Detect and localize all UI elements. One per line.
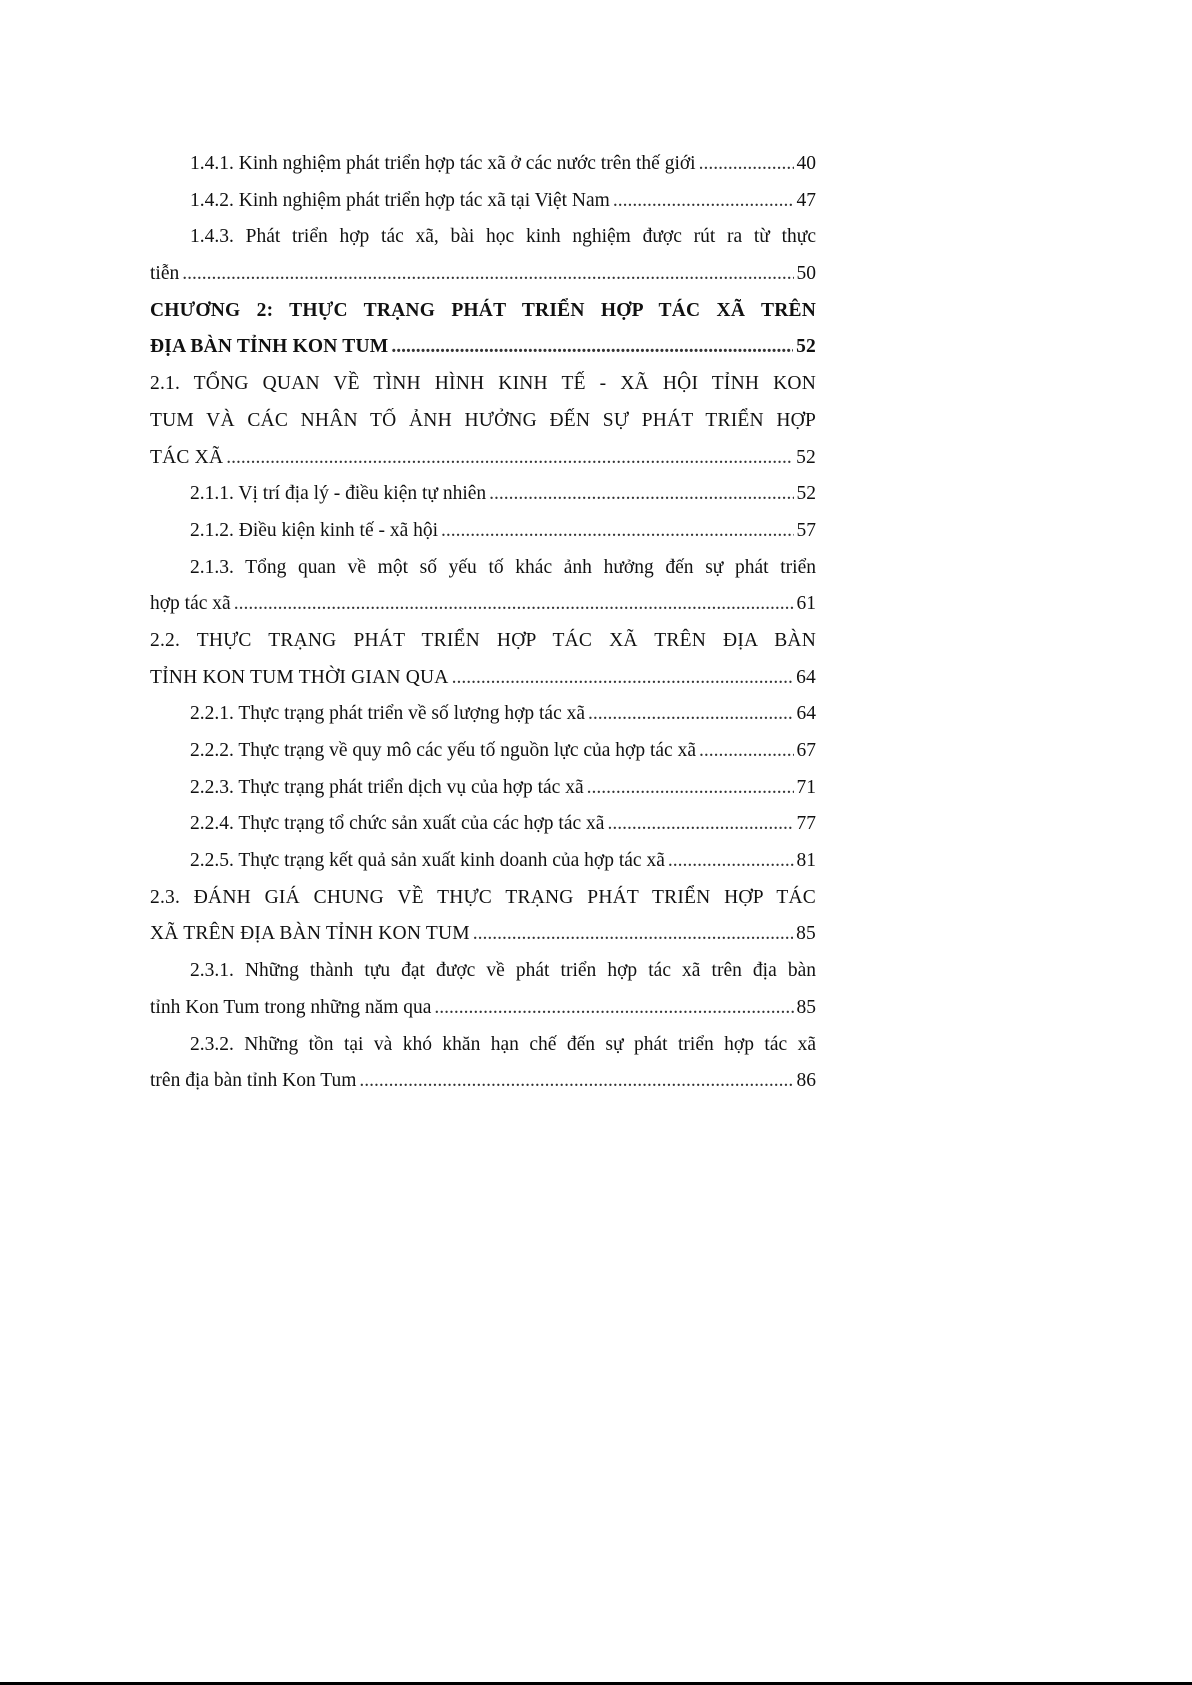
dot-leader xyxy=(588,696,793,733)
toc-page-number: 67 xyxy=(796,740,816,761)
toc-entry-text: 1.4.1. Kinh nghiệm phát triển hợp tác xã ở các nước trên thế giới xyxy=(190,153,696,174)
toc-entry-text: 2.1.2. Điều kiện kinh tế - xã hội xyxy=(190,519,439,541)
toc-entry[interactable] xyxy=(150,770,816,807)
dot-leader xyxy=(359,1063,793,1100)
toc-page-number: 81 xyxy=(796,850,816,872)
toc-entry-text: CHƯƠNG 2: THỰC TRẠNG PHÁT TRIỂN HỢP TÁC XÃ TRÊN xyxy=(150,299,816,321)
toc-entry-text: TỈNH KON TUM THỜI GIAN QUA xyxy=(150,666,449,688)
toc-entry-line xyxy=(150,806,816,843)
toc-entry-text: TÁC XÃ xyxy=(150,446,224,468)
toc-entry-line xyxy=(150,953,816,990)
toc-entry-line xyxy=(150,550,816,587)
toc-entry-line xyxy=(150,843,816,880)
toc-entry-line xyxy=(150,660,816,697)
toc-entry-line xyxy=(150,329,816,366)
dot-leader xyxy=(234,586,794,623)
toc-page-number: 52 xyxy=(796,483,816,505)
dot-leader xyxy=(452,660,794,697)
dot-leader xyxy=(473,916,793,953)
toc-entry-text: ĐỊA BÀN TỈNH KON TUM xyxy=(150,336,389,358)
toc-entry-line xyxy=(150,403,816,440)
dot-leader xyxy=(613,183,794,220)
toc-entry[interactable] xyxy=(150,623,816,696)
toc-page-number: 52 xyxy=(796,446,816,468)
toc-entry-text: 2.2.1. Thực trạng phát triển về số lượng hợp tác xã xyxy=(190,703,586,725)
dot-leader xyxy=(699,733,794,770)
toc-entry-line xyxy=(150,880,816,917)
toc-entry-text: trên địa bàn tỉnh Kon Tum xyxy=(150,1070,357,1092)
dot-leader xyxy=(699,146,794,183)
toc-entry[interactable] xyxy=(150,550,816,623)
toc-entry-line xyxy=(150,440,816,477)
toc-entry-line xyxy=(150,513,816,550)
toc-entry-line xyxy=(150,293,816,330)
dot-leader xyxy=(226,440,793,477)
toc-page-number: 85 xyxy=(796,996,816,1018)
toc-entry[interactable] xyxy=(150,953,816,1026)
toc-entry[interactable] xyxy=(150,476,816,513)
toc-entry-line xyxy=(150,770,816,807)
toc-page-number: 50 xyxy=(796,263,816,285)
toc-entry-text: 2.2.3. Thực trạng phát triển dịch vụ của hợp tác xã xyxy=(190,776,584,798)
toc-entry-text: tiễn xyxy=(150,263,180,285)
toc-entry-line xyxy=(150,146,816,183)
toc-entry-line xyxy=(150,219,816,256)
toc-entry-line xyxy=(150,183,816,220)
toc-page-number: 64 xyxy=(796,703,816,725)
toc-entry[interactable] xyxy=(150,733,816,770)
toc-page-number: 86 xyxy=(796,1070,816,1092)
toc-entry-text: 2.3. ĐÁNH GIÁ CHUNG VỀ THỰC TRẠNG PHÁT TRIỂN HỢP TÁC xyxy=(150,886,816,908)
toc-page-number: 85 xyxy=(796,923,816,945)
dot-leader xyxy=(587,770,794,807)
toc-entry-text: XÃ TRÊN ĐỊA BÀN TỈNH KON TUM xyxy=(150,923,470,945)
toc-entry[interactable] xyxy=(150,513,816,550)
toc-entry-text: hợp tác xã xyxy=(150,593,231,615)
toc-page-number: 52 xyxy=(796,336,816,358)
table-of-contents xyxy=(150,146,816,1100)
toc-entry[interactable] xyxy=(150,806,816,843)
dot-leader xyxy=(489,476,793,513)
toc-entry-line xyxy=(150,990,816,1027)
toc-entry[interactable] xyxy=(150,146,816,183)
toc-page-number: 77 xyxy=(796,813,816,835)
toc-entry-line xyxy=(150,1027,816,1064)
toc-entry[interactable] xyxy=(150,843,816,880)
toc-entry-line xyxy=(150,476,816,513)
toc-entry[interactable] xyxy=(150,880,816,953)
toc-page-number: 61 xyxy=(796,593,816,615)
toc-page-number: 64 xyxy=(796,666,816,688)
toc-entry-text: 2.3.1. Những thành tựu đạt được về phát triển hợp tác xã trên địa bàn xyxy=(190,960,816,982)
dot-leader xyxy=(607,806,793,843)
toc-entry-line xyxy=(150,1063,816,1100)
toc-entry-text: 1.4.3. Phát triển hợp tác xã, bài học kinh nghiệm được rút ra từ thực xyxy=(190,226,816,248)
dot-leader xyxy=(441,513,793,550)
toc-entry[interactable] xyxy=(150,293,816,366)
toc-entry-text: TUM VÀ CÁC NHÂN TỐ ẢNH HƯỞNG ĐẾN SỰ PHÁT TRIỂN HỢP xyxy=(150,409,816,431)
toc-entry-line xyxy=(150,586,816,623)
toc-page-number: 40 xyxy=(796,153,816,174)
toc-entry[interactable] xyxy=(150,366,816,476)
toc-entry-text: 2.1. TỔNG QUAN VỀ TÌNH HÌNH KINH TẾ - XÃ HỘI TỈNH KON xyxy=(150,373,816,395)
toc-entry-line xyxy=(150,916,816,953)
toc-entry-text: 1.4.2. Kinh nghiệm phát triển hợp tác xã tại Việt Nam xyxy=(190,189,610,211)
toc-entry-text: 2.2. THỰC TRẠNG PHÁT TRIỂN HỢP TÁC XÃ TRÊN ĐỊA BÀN xyxy=(150,629,816,651)
toc-entry-text: tỉnh Kon Tum trong những năm qua xyxy=(150,996,432,1018)
toc-page-number: 57 xyxy=(796,519,816,541)
toc-entry[interactable] xyxy=(150,1027,816,1100)
toc-entry-text: 2.1.1. Vị trí địa lý - điều kiện tự nhiên xyxy=(190,483,487,505)
toc-page-number: 71 xyxy=(796,776,816,798)
toc-entry[interactable] xyxy=(150,696,816,733)
toc-entry[interactable] xyxy=(150,219,816,292)
toc-entry-text: 2.2.4. Thực trạng tổ chức sản xuất của các hợp tác xã xyxy=(190,813,605,835)
toc-entry-text: 2.2.2. Thực trạng về quy mô các yếu tố nguồn lực của hợp tác xã xyxy=(190,740,696,761)
toc-entry-line xyxy=(150,733,816,770)
toc-entry[interactable] xyxy=(150,183,816,220)
dot-leader xyxy=(668,843,794,880)
toc-entry-text: 2.3.2. Những tồn tại và khó khăn hạn chế đến sự phát triển hợp tác xã xyxy=(190,1033,816,1055)
toc-entry-line xyxy=(150,366,816,403)
toc-page-number: 47 xyxy=(796,189,816,211)
toc-entry-line xyxy=(150,256,816,293)
toc-entry-line xyxy=(150,696,816,733)
dot-leader xyxy=(391,329,793,366)
toc-entry-text: 2.2.5. Thực trạng kết quả sản xuất kinh doanh của hợp tác xã xyxy=(190,850,665,872)
toc-entry-text: 2.1.3. Tổng quan về một số yếu tố khác ảnh hưởng đến sự phát triển xyxy=(190,556,816,578)
dot-leader xyxy=(182,256,793,293)
toc-entry-line xyxy=(150,623,816,660)
dot-leader xyxy=(434,990,793,1027)
